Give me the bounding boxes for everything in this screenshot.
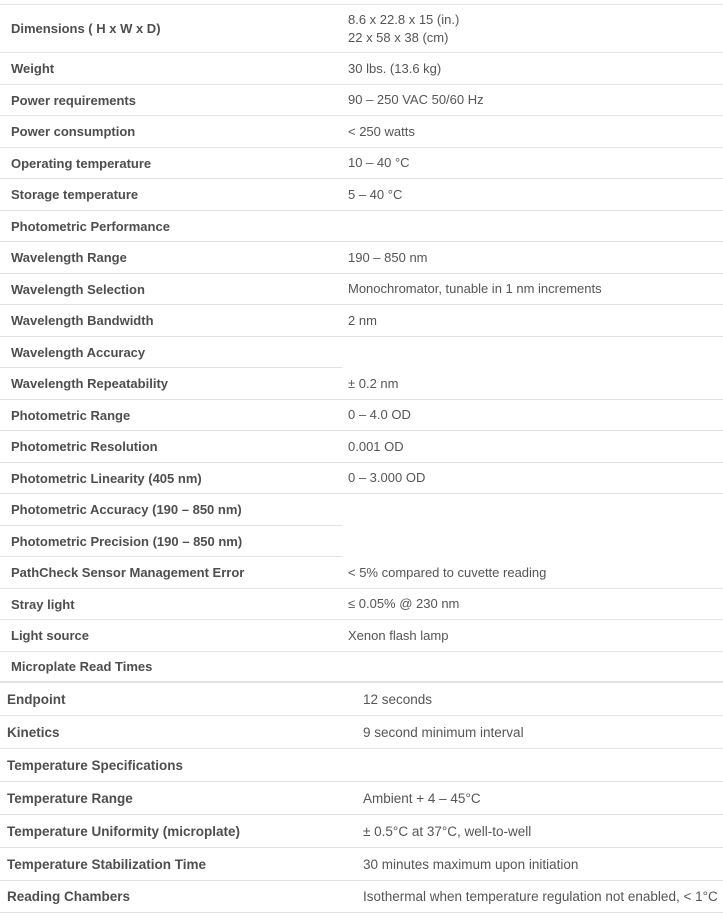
spec-row-pathcheck-error: [0, 556, 723, 588]
spec-value: Ambient + 4 – 45°C: [363, 790, 481, 806]
spec-row-power-requirements: [0, 84, 723, 115]
spec-value: 2 nm: [348, 312, 377, 328]
spec-value: ± 0.2 nm: [348, 375, 399, 391]
spec-row-photometric-precision: [0, 525, 723, 556]
spec-value: Monochromator, tunable in 1 nm increments: [348, 281, 602, 296]
merged-cell-mask: [342, 525, 723, 526]
spec-value: 9 second minimum interval: [363, 724, 524, 740]
spec-value: 0.001 OD: [348, 438, 404, 454]
spec-value: 30 lbs. (13.6 kg): [348, 60, 442, 76]
spec-label: Photometric Linearity (405 nm): [11, 470, 202, 486]
spec-label: Endpoint: [7, 691, 66, 707]
spec-row-wavelength-bandwidth: [0, 304, 723, 336]
spec-label: Wavelength Repeatability: [11, 376, 168, 391]
spec-row-temperature-stabilization: [0, 847, 723, 880]
spec-value: 30 minutes maximum upon initiation: [363, 856, 579, 872]
spec-row-endpoint: [0, 682, 723, 715]
spec-row-power-consumption: [0, 115, 723, 147]
spec-row-temperature-uniformity: [0, 814, 723, 847]
spec-value: < 5% compared to cuvette reading: [348, 564, 547, 580]
spec-value: < 250 watts: [348, 123, 415, 139]
spec-value: 12 seconds: [363, 691, 433, 707]
spec-label: Storage temperature: [11, 187, 139, 202]
spec-value-line: 8.6 x 22.8 x 15 (in.): [348, 11, 460, 27]
spec-value: 0 – 3.000 OD: [348, 470, 426, 485]
spec-label: Kinetics: [7, 724, 60, 740]
spec-value: [348, 5, 459, 52]
spec-label: Wavelength Range: [11, 250, 127, 265]
spec-label: Stray light: [11, 596, 75, 612]
spec-label: Light source: [11, 628, 90, 643]
spec-label: Temperature Stabilization Time: [7, 856, 207, 872]
spec-row-storage-temperature: [0, 178, 723, 210]
spec-label: Photometric Precision (190 – 850 nm): [11, 533, 243, 549]
spec-label: Photometric Range: [11, 407, 131, 423]
spec-label: Wavelength Accuracy: [11, 344, 146, 360]
spec-row-photometric-performance: [0, 210, 723, 241]
spec-row-reading-chambers: [0, 880, 723, 913]
spec-label: Operating temperature: [11, 155, 152, 171]
spec-section-heading: Photometric Performance: [11, 218, 170, 234]
spec-row-photometric-accuracy: [0, 493, 723, 525]
merged-cell-mask: [342, 367, 723, 368]
spec-label: Weight: [11, 61, 55, 76]
spec-row-wavelength-selection: [0, 273, 723, 304]
spec-label: Photometric Resolution: [11, 439, 158, 454]
spec-row-wavelength-repeatability: [0, 367, 723, 399]
spec-row-photometric-linearity: [0, 462, 723, 493]
spec-value: 0 – 4.0 OD: [348, 407, 411, 422]
spec-row-microplate-read-times: [0, 651, 723, 682]
spec-row-wavelength-range: [0, 241, 723, 273]
specs-table-1: [0, 4, 723, 682]
spec-value-line: 22 x 58 x 38 (cm): [348, 29, 449, 45]
spec-row-temperature-range: [0, 781, 723, 814]
spec-label: Photometric Accuracy (190 – 850 nm): [11, 502, 242, 517]
spec-row-temperature-specifications: [0, 748, 723, 781]
specs-table-2: [0, 682, 723, 913]
spec-row-operating-temperature: [0, 147, 723, 178]
spec-section-heading: Microplate Read Times: [11, 659, 153, 674]
spec-value: 190 – 850 nm: [348, 249, 428, 265]
spec-value: 5 – 40 °C: [348, 186, 403, 202]
spec-row-photometric-range: [0, 399, 723, 430]
spec-label: Power consumption: [11, 124, 136, 139]
spec-value: 90 – 250 VAC 50/60 Hz: [348, 92, 484, 107]
spec-value: ± 0.5°C at 37°C, well-to-well: [363, 823, 532, 839]
spec-label: Wavelength Bandwidth: [11, 313, 154, 328]
spec-value: 10 – 40 °C: [348, 155, 410, 170]
spec-section-heading: Temperature Specifications: [7, 757, 184, 773]
spec-label: Temperature Uniformity (microplate): [7, 823, 241, 839]
spec-row-stray-light: [0, 588, 723, 619]
spec-label: Reading Chambers: [7, 889, 131, 904]
spec-label: Power requirements: [11, 92, 136, 108]
spec-label: Temperature Range: [7, 790, 133, 806]
spec-label: Wavelength Selection: [11, 281, 145, 297]
spec-label: PathCheck Sensor Management Error: [11, 565, 245, 580]
spec-row-photometric-resolution: [0, 430, 723, 462]
spec-row-wavelength-accuracy: [0, 336, 723, 367]
spec-row-light-source: [0, 619, 723, 651]
spec-value: Xenon flash lamp: [348, 627, 449, 643]
spec-row-dimensions: [0, 4, 723, 52]
spec-label: Dimensions ( H x W x D): [11, 21, 161, 36]
spec-value: Isothermal when temperature regulation not enabled, < 1°C: [363, 889, 718, 904]
spec-row-weight: [0, 52, 723, 84]
spec-row-kinetics: [0, 715, 723, 748]
spec-value: ≤ 0.05% @ 230 nm: [348, 596, 460, 611]
